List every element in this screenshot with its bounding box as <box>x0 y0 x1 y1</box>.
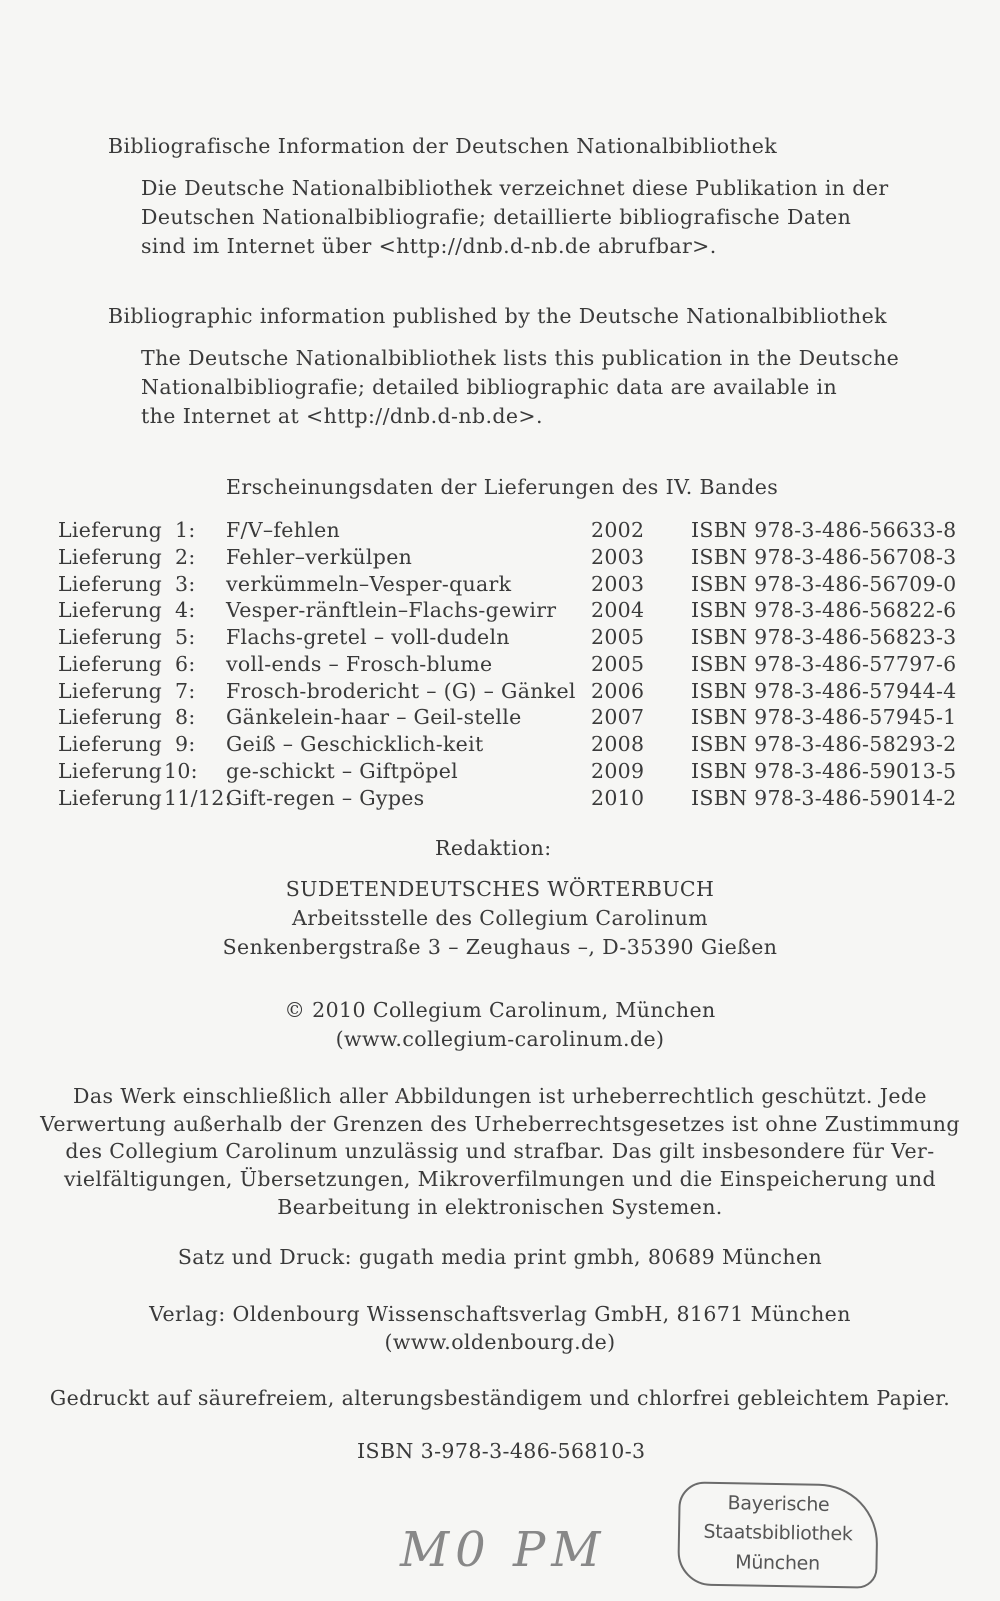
row-isbn: ISBN 978-3-486-57797-6 <box>691 652 957 676</box>
copyright-line: © 2010 Collegium Carolinum, München <box>284 998 716 1022</box>
dnb-en-heading: Bibliographic information published by the Deutsche Nationalbibliothek <box>108 304 887 328</box>
row-year: 2003 <box>591 545 645 569</box>
main-isbn: ISBN 3-978-3-486-56810-3 <box>357 1439 646 1463</box>
row-range: voll-ends – Frosch-blume <box>226 652 493 676</box>
row-label: Lieferung <box>58 786 163 810</box>
row-range: Geiß – Geschicklich-keit <box>226 732 484 756</box>
row-range: Gänkelein-haar – Geil-stelle <box>226 705 522 729</box>
row-range: Fehler–verkülpen <box>226 545 413 569</box>
row-number: 10: <box>164 759 198 783</box>
table-row <box>58 598 957 625</box>
row-range: ge-schickt – Giftpöpel <box>226 759 458 783</box>
row-number: 2: <box>175 545 196 569</box>
dnb-de-line: Deutschen Nationalbibliografie; detaillierte bibliografische Daten <box>141 205 852 229</box>
row-year: 2010 <box>591 786 645 810</box>
row-number: 7: <box>175 679 196 703</box>
copyright-line: (www.collegium-carolinum.de) <box>335 1027 665 1051</box>
table-row <box>58 679 957 706</box>
row-range: Frosch-brodericht – (G) – Gänkel <box>226 679 576 703</box>
row-number: 8: <box>175 705 196 729</box>
row-label: Lieferung <box>58 732 163 756</box>
rights-line: Das Werk einschließlich aller Abbildungen ist urheberrechtlich geschützt. Jede <box>73 1084 927 1108</box>
row-range: Flachs-gretel – voll-dudeln <box>226 625 510 649</box>
table-row <box>58 518 957 545</box>
row-label: Lieferung <box>58 545 163 569</box>
dnb-en-line: the Internet at <http://dnb.d-nb.de>. <box>141 404 543 428</box>
row-year: 2009 <box>591 759 645 783</box>
deliveries-heading: Erscheinungsdaten der Lieferungen des IV. Bandes <box>226 475 779 499</box>
row-range: Gift-regen – Gypes <box>226 786 425 810</box>
stamp-line: München <box>735 1551 820 1575</box>
table-row <box>58 572 957 599</box>
printing-line: Satz und Druck: gugath media print gmbh, 80689 München <box>177 1245 823 1269</box>
row-label: Lieferung <box>58 759 163 783</box>
table-row <box>58 759 957 786</box>
row-label: Lieferung <box>58 518 163 542</box>
row-year: 2002 <box>591 518 645 542</box>
row-number: 11/12: <box>164 786 232 810</box>
row-range: F/V–fehlen <box>226 518 340 542</box>
row-number: 4: <box>175 598 196 622</box>
table-row <box>58 652 957 679</box>
table-row <box>58 732 957 759</box>
row-isbn: ISBN 978-3-486-57944-4 <box>691 679 957 703</box>
paper-note: Gedruckt auf säurefreiem, alterungsbeständigem und chlorfrei gebleichtem Papier. <box>49 1386 951 1410</box>
dnb-en-line: The Deutsche Nationalbibliothek lists this publication in the Deutsche <box>141 346 900 370</box>
rights-line: Verwertung außerhalb der Grenzen des Urheberrechtsgesetzes ist ohne Zustimmung <box>40 1112 960 1136</box>
dnb-en-line: Nationalbibliografie; detailed bibliographic data are available in <box>141 375 838 399</box>
row-year: 2006 <box>591 679 645 703</box>
row-isbn: ISBN 978-3-486-58293-2 <box>691 732 957 756</box>
rights-line: des Collegium Carolinum unzulässig und strafbar. Das gilt insbesondere für Ver- <box>65 1139 935 1163</box>
row-label: Lieferung <box>58 598 163 622</box>
table-row <box>58 545 957 572</box>
rights-line: Bearbeitung in elektronischen Systemen. <box>277 1195 723 1219</box>
stamp-line: Staatsbibliothek <box>703 1520 853 1546</box>
stamp-line: Bayerische <box>727 1492 830 1516</box>
row-year: 2004 <box>591 598 645 622</box>
row-number: 9: <box>175 732 196 756</box>
dnb-de-heading: Bibliografische Information der Deutschen Nationalbibliothek <box>108 134 778 158</box>
row-year: 2005 <box>591 625 645 649</box>
dnb-de-line: sind im Internet über <http://dnb.d-nb.de abrufbar>. <box>141 234 717 258</box>
row-year: 2007 <box>591 705 645 729</box>
library-stamp <box>677 1481 879 1588</box>
editorial-line: Arbeitsstelle des Collegium Carolinum <box>291 906 709 930</box>
row-year: 2005 <box>591 652 645 676</box>
row-isbn: ISBN 978-3-486-56822-6 <box>691 598 957 622</box>
row-isbn: ISBN 978-3-486-56709-0 <box>691 572 957 596</box>
editorial-line: SUDETENDEUTSCHES WÖRTERBUCH <box>285 877 715 901</box>
row-number: 3: <box>175 572 196 596</box>
editorial-heading: Redaktion: <box>435 836 552 860</box>
row-isbn: ISBN 978-3-486-59014-2 <box>691 786 957 810</box>
row-label: Lieferung <box>58 572 163 596</box>
row-range: verkümmeln–Vesper-quark <box>226 572 512 596</box>
row-year: 2008 <box>591 732 645 756</box>
row-label: Lieferung <box>58 705 163 729</box>
row-number: 6: <box>175 652 196 676</box>
table-row <box>58 625 957 652</box>
row-isbn: ISBN 978-3-486-59013-5 <box>691 759 957 783</box>
row-isbn: ISBN 978-3-486-56633-8 <box>691 518 957 542</box>
editorial-line: Senkenbergstraße 3 – Zeughaus –, D-35390 Gießen <box>222 935 778 959</box>
row-isbn: ISBN 978-3-486-56823-3 <box>691 625 957 649</box>
row-range: Vesper-ränftlein–Flachs-gewirr <box>226 598 557 622</box>
row-isbn: ISBN 978-3-486-57945-1 <box>691 705 957 729</box>
handwritten-mark: M0 PM <box>400 1522 607 1578</box>
row-label: Lieferung <box>58 652 163 676</box>
row-label: Lieferung <box>58 679 163 703</box>
publisher-line: Verlag: Oldenbourg Wissenschaftsverlag GmbH, 81671 München <box>149 1302 851 1326</box>
row-year: 2003 <box>591 572 645 596</box>
publisher-line: (www.oldenbourg.de) <box>384 1330 616 1354</box>
dnb-de-line: Die Deutsche Nationalbibliothek verzeichnet diese Publikation in der <box>141 176 889 200</box>
table-row <box>58 786 957 813</box>
table-row <box>58 705 957 732</box>
row-label: Lieferung <box>58 625 163 649</box>
rights-line: vielfältigungen, Übersetzungen, Mikroverfilmungen und die Einspeicherung und <box>63 1167 937 1191</box>
row-number: 5: <box>175 625 196 649</box>
row-isbn: ISBN 978-3-486-56708-3 <box>691 545 957 569</box>
row-number: 1: <box>175 518 196 542</box>
